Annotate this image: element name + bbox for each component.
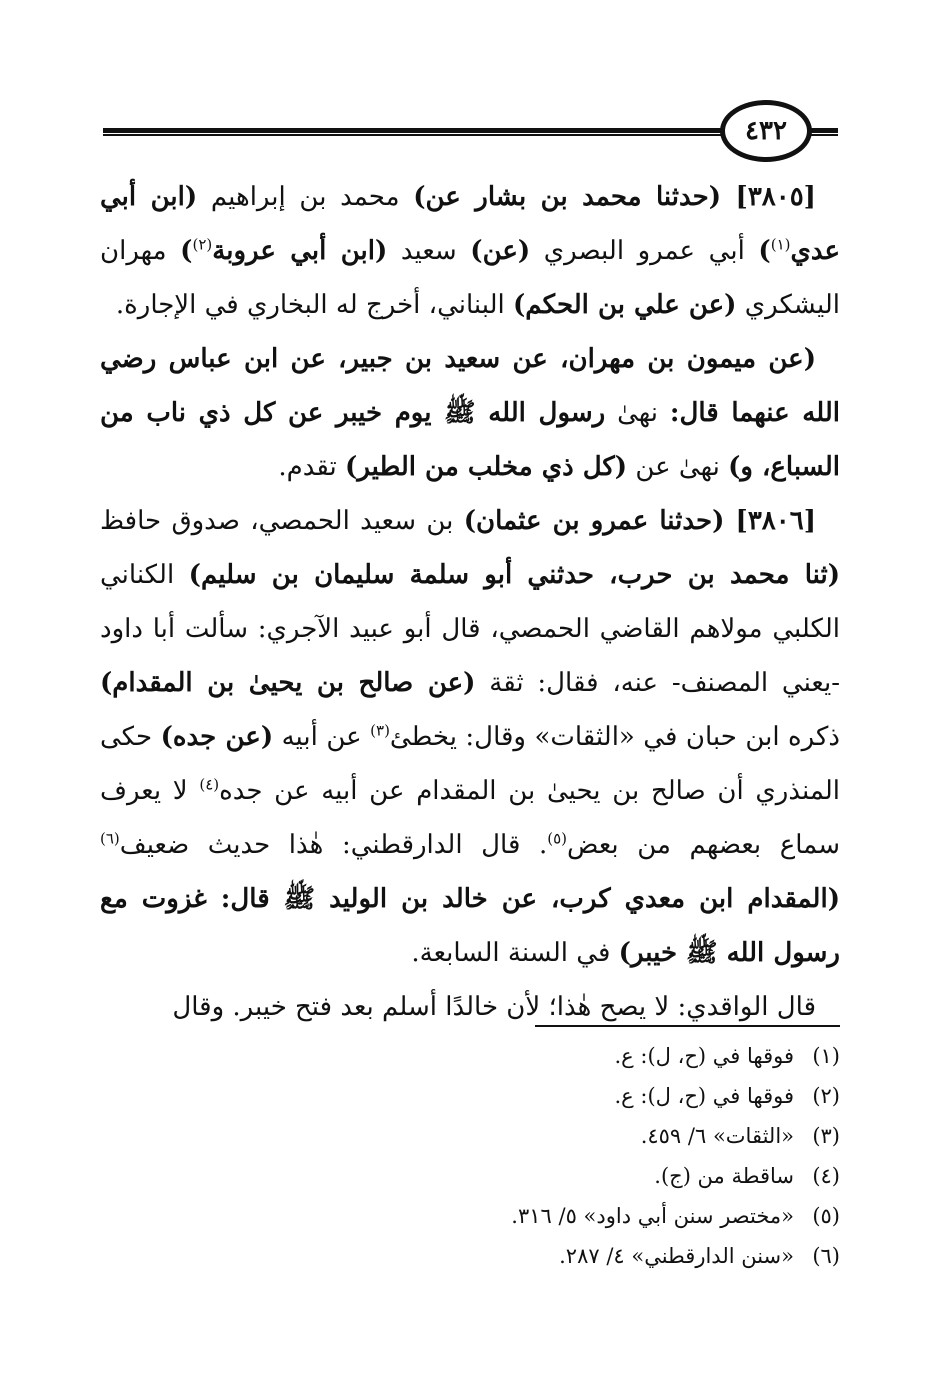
footnote-text: فوقها في (ح، ل): ع. xyxy=(614,1084,794,1108)
narrator-name: (ابن أبي عروبة xyxy=(212,236,388,266)
body-text: نهىٰ عن xyxy=(627,452,729,482)
footnote-number: (٢) xyxy=(812,1084,840,1108)
footnote-1 xyxy=(300,1036,840,1076)
paragraph-3806 xyxy=(100,494,840,980)
body-text: تقدم. xyxy=(278,452,346,482)
body-text: قال الواقدي: لا يصح هٰذا؛ لأن خالدًا أسلم بعد فتح خيبر. وقال xyxy=(172,992,816,1022)
page-number-badge xyxy=(720,100,812,162)
hadith-number-and-chain: [٣٨٠٥] (حدثنا محمد بن بشار عن) xyxy=(413,182,816,212)
footnote-text: «مختصر سنن أبي داود» ٥/ ٣١٦. xyxy=(511,1204,794,1228)
footnote-number: (٤) xyxy=(812,1164,840,1188)
footnote-6 xyxy=(300,1236,840,1276)
hadith-chain: (عن ميمون بن مهران، عن سعيد بن جبير، عن ابن عباس رضي الله عنهما قال: xyxy=(100,344,841,428)
footnote-4 xyxy=(300,1156,840,1196)
narrator-name: (عن صالح بن يحيىٰ بن المقدام) xyxy=(100,668,476,698)
footnote-ref-4[interactable]: (٤) xyxy=(199,775,220,794)
footnote-separator xyxy=(535,1025,840,1027)
footnote-ref-6[interactable]: (٦) xyxy=(100,829,120,848)
narrator-name: (عن جده) xyxy=(160,722,274,752)
header-rule-tail xyxy=(808,128,838,136)
body-text: ذكره ابن حبان في «الثقات» وقال: يخطئ xyxy=(389,722,840,752)
hadith-text: (المقدام ابن معدي كرب، عن خالد بن الوليد ﷺ قال: غزوت مع رسول الله ﷺ خيبر) xyxy=(100,884,840,968)
footnote-number: (١) xyxy=(812,1044,840,1068)
footnote-text: فوقها في (ح، ل): ع. xyxy=(614,1044,794,1068)
narrator-name: (عن علي بن الحكم) xyxy=(513,290,737,320)
footnote-2 xyxy=(300,1076,840,1116)
footnote-text: «سنن الدارقطني» ٤/ ٢٨٧. xyxy=(559,1244,794,1268)
body-text: حكى المنذري أن صالح بن يحيىٰ بن المقدام عن أبيه عن جده xyxy=(100,722,840,806)
footnote-ref-3[interactable]: (٣) xyxy=(370,721,390,740)
footnote-text: ساقطة من (ج). xyxy=(654,1164,794,1188)
body-text: لا يعرف سماع بعضهم من بعض xyxy=(100,776,840,860)
main-text xyxy=(100,170,840,1034)
bracket: ) xyxy=(180,236,193,266)
body-text: في السنة السابعة. xyxy=(411,938,619,968)
chain-word: (عن) xyxy=(470,236,531,266)
footnote-number: (٦) xyxy=(812,1244,840,1268)
footnote-ref-2[interactable]: (٢) xyxy=(192,235,213,254)
footnote-text: «الثقات» ٦/ ٤٥٩. xyxy=(640,1124,794,1148)
footnotes xyxy=(300,1036,840,1276)
footnote-number: (٣) xyxy=(812,1124,840,1148)
body-text: مهران اليشكري xyxy=(100,236,840,320)
body-text: محمد بن إبراهيم xyxy=(197,182,414,212)
body-text: نهىٰ xyxy=(605,398,670,428)
footnote-number: (٥) xyxy=(812,1204,840,1228)
body-text: . قال الدارقطني: هٰذا حديث ضعيف xyxy=(119,830,548,860)
body-text: بن سعيد الحمصي، صدوق حافظ xyxy=(100,506,464,536)
hadith-text: رسول الله ﷺ يوم خيبر عن كل ذي ناب من السباع، و) xyxy=(100,398,840,482)
hadith-text: (كل ذي مخلب من الطير) xyxy=(345,452,628,482)
body-text: سعيد xyxy=(387,236,471,266)
body-text: أبي عمرو البصري xyxy=(530,236,759,266)
hadith-chain: (ثنا محمد بن حرب، حدثني أبو سلمة سليمان بن سليم) xyxy=(188,560,840,590)
body-text: عن أبيه xyxy=(273,722,371,752)
body-text: البناني، أخرج له البخاري في الإجارة. xyxy=(115,290,513,320)
footnote-5 xyxy=(300,1196,840,1236)
footnote-3 xyxy=(300,1116,840,1156)
footnote-ref-1[interactable]: (١) xyxy=(770,235,791,254)
bracket: ) xyxy=(758,236,771,266)
page-number: ٤٣٢ xyxy=(745,116,787,146)
hadith-number-and-chain: [٣٨٠٦] (حدثنا عمرو بن عثمان) xyxy=(463,506,816,536)
narrator-name: (ابن أبي عدي xyxy=(100,182,840,266)
header-double-rule xyxy=(103,128,728,136)
body-text: الكناني الكلبي مولاهم القاضي الحمصي، قال أبو عبيد الآجري: سألت أبا داود -يعني المصنف- عنه، فقال: ثقة xyxy=(100,560,840,698)
paragraph-continuation xyxy=(100,332,840,494)
footnote-ref-5[interactable]: (٥) xyxy=(547,829,568,848)
paragraph-3805 xyxy=(100,170,840,332)
